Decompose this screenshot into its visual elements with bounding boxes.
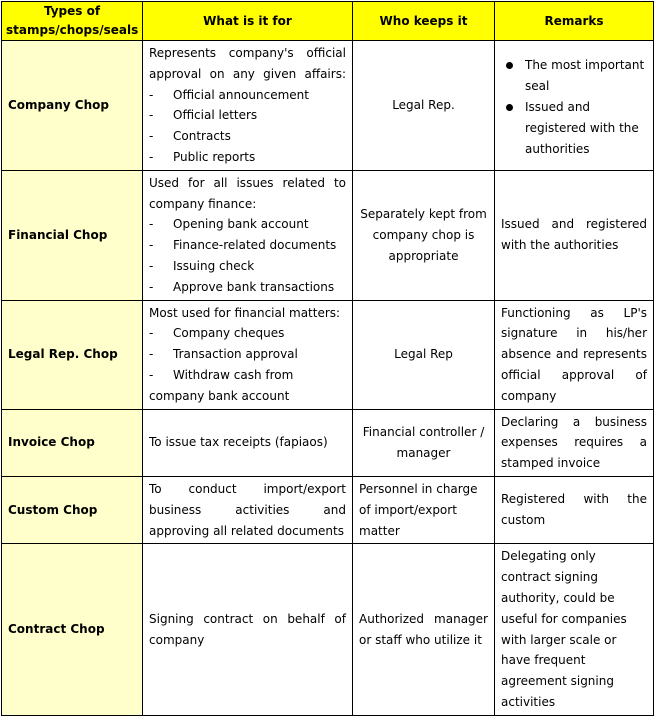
chop-keeper: Financial controller / manager (353, 409, 495, 476)
purpose-list (149, 214, 346, 297)
header-remarks: Remarks (495, 2, 654, 41)
list-item (501, 97, 647, 159)
stamps-table (1, 1, 654, 716)
table-row (2, 476, 654, 543)
remarks-list (501, 55, 647, 159)
purpose-item: Withdraw cash from company bank account (149, 367, 294, 403)
chop-type: Invoice Chop (2, 409, 143, 476)
header-who: Who keeps it (353, 2, 495, 41)
chop-purpose: To conduct import/export business activities and approving all related documents (143, 476, 353, 543)
chop-keeper: Authorized manager or staff who utilize it (353, 544, 495, 715)
list-item (501, 55, 647, 97)
chop-keeper: Legal Rep. (353, 41, 495, 171)
purpose-item: Issuing check (173, 258, 255, 273)
header-types: Types of stamps/chops/seals (2, 2, 143, 41)
chop-purpose: Signing contract on behalf of company (143, 544, 353, 715)
list-item (149, 85, 346, 106)
list-item (149, 365, 346, 407)
dash-icon: - (149, 149, 154, 164)
chop-type: Legal Rep. Chop (2, 300, 143, 409)
chop-keeper: Personnel in charge of import/export matter (353, 476, 495, 543)
list-item (149, 105, 346, 126)
purpose-item: Finance-related documents (173, 238, 337, 253)
purpose-intro: Used for all issues related to company finance: (149, 175, 346, 211)
purpose-intro: Most used for financial matters: (149, 305, 341, 320)
bullet-icon (506, 62, 513, 69)
table-row (2, 544, 654, 715)
purpose-item: Official letters (173, 108, 258, 123)
dash-icon: - (149, 326, 154, 341)
dash-icon: - (149, 87, 154, 102)
dash-icon: - (149, 258, 154, 273)
chop-remarks: Registered with the custom (495, 476, 654, 543)
purpose-list (149, 85, 346, 168)
chop-type: Company Chop (2, 41, 143, 171)
chop-remarks (495, 41, 654, 171)
chop-purpose (143, 300, 353, 409)
remark-item: The most important seal (525, 58, 645, 94)
chop-type: Contract Chop (2, 544, 143, 715)
list-item (149, 126, 346, 147)
chop-purpose (143, 170, 353, 300)
purpose-item: Contracts (173, 129, 231, 144)
purpose-intro: Represents company's official approval on any given affairs: (149, 46, 346, 81)
purpose-item: Opening bank account (173, 217, 309, 232)
header-what: What is it for (143, 2, 353, 41)
purpose-item: Transaction approval (173, 347, 298, 362)
chop-remarks: Declaring a business expenses requires a stamped invoice (495, 409, 654, 476)
table-row (2, 409, 654, 476)
remark-item: Issued and registered with the authorities (525, 99, 639, 156)
purpose-item: Public reports (173, 149, 256, 164)
chop-keeper: Separately kept from company chop is appropriate (353, 170, 495, 300)
chop-type: Custom Chop (2, 476, 143, 543)
purpose-item: Approve bank transactions (173, 279, 335, 294)
dash-icon: - (149, 217, 154, 232)
chop-purpose: To issue tax receipts (fapiaos) (143, 409, 353, 476)
list-item (149, 147, 346, 168)
chop-keeper: Legal Rep (353, 300, 495, 409)
table-row (2, 41, 654, 171)
purpose-item: Company cheques (173, 326, 285, 341)
chop-purpose (143, 41, 353, 171)
dash-icon: - (149, 279, 154, 294)
chop-remarks: Delegating only contract signing authority, could be useful for companies with larger scale or have frequent agreement signing activities (495, 544, 654, 715)
list-item (149, 235, 346, 256)
header-row (2, 2, 654, 41)
dash-icon: - (149, 108, 154, 123)
table-row (2, 170, 654, 300)
chop-type: Financial Chop (2, 170, 143, 300)
list-item (149, 277, 346, 298)
chop-remarks: Issued and registered with the authorities (495, 170, 654, 300)
dash-icon: - (149, 238, 154, 253)
chop-remarks: Functioning as LP's signature in his/her absence and represents official approval of company (495, 300, 654, 409)
bullet-icon (506, 104, 513, 111)
list-item (149, 256, 346, 277)
dash-icon: - (149, 347, 154, 362)
list-item (149, 214, 346, 235)
list-item (149, 323, 346, 344)
purpose-item: Official announcement (173, 87, 309, 102)
dash-icon: - (149, 367, 154, 382)
list-item (149, 344, 346, 365)
dash-icon: - (149, 129, 154, 144)
purpose-list (149, 323, 346, 406)
table-row (2, 300, 654, 409)
